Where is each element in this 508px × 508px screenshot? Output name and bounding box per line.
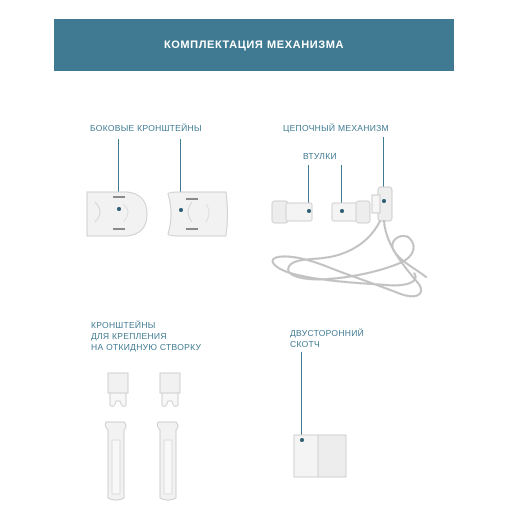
label-bushings: ВТУЛКИ <box>303 151 337 161</box>
label-sash-brackets-line3: НА ОТКИДНУЮ СТВОРКУ <box>91 342 202 352</box>
label-sash-brackets <box>91 320 201 353</box>
label-chain-mechanism: ЦЕПОЧНЫЙ МЕХАНИЗМ <box>283 123 389 133</box>
label-side-brackets: БОКОВЫЕ КРОНШТЕЙНЫ <box>90 123 202 133</box>
label-tape <box>290 328 364 350</box>
sash-bracket-icon <box>154 420 184 504</box>
marker-dot <box>179 208 183 212</box>
page-title: КОМПЛЕКТАЦИЯ МЕХАНИЗМА <box>163 39 345 51</box>
side-bracket-icon <box>85 188 150 240</box>
label-tape-line2: СКОТЧ <box>290 339 320 349</box>
label-sash-brackets-line1: КРОНШТЕЙНЫ <box>91 320 156 330</box>
marker-dot <box>117 207 121 211</box>
bead-chain-icon <box>268 185 438 305</box>
marker-dot <box>382 199 386 203</box>
sash-bracket-icon <box>158 371 184 411</box>
leader-line-tape <box>301 352 302 440</box>
label-sash-brackets-line2: ДЛЯ КРЕПЛЕНИЯ <box>91 331 167 341</box>
header-banner <box>54 19 454 71</box>
marker-dot <box>307 209 311 213</box>
marker-dot <box>300 438 304 442</box>
sash-bracket-icon <box>106 371 132 411</box>
side-bracket-icon <box>166 188 231 240</box>
label-tape-line1: ДВУСТОРОННИЙ <box>290 328 365 338</box>
marker-dot <box>340 209 344 213</box>
sash-bracket-icon <box>102 420 132 504</box>
